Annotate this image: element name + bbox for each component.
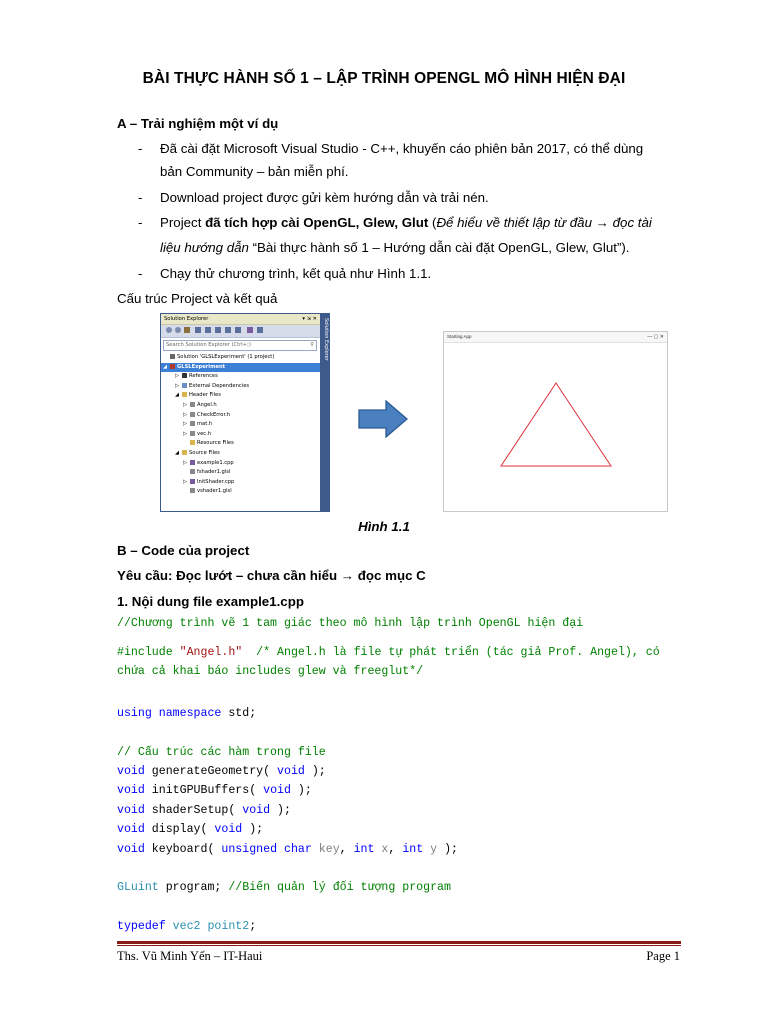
footer-author: Ths. Vũ Minh Yến – IT-Haui [117,949,263,963]
file-icon [182,373,187,378]
search-icon: ⚲ [310,342,314,348]
bullet-3-rest: “Bài thực hành số 1 – Hướng dẫn cài đặt OpenGL, Glew, Glut”). [248,240,630,255]
footer-rule-thin [117,945,681,946]
fn-name: shaderSetup( [144,804,243,817]
code-func-5 [117,843,458,856]
fn-name: generateGeometry( [144,765,278,778]
page-title: BÀI THỰC HÀNH SỐ 1 – LẬP TRÌNH OPENGL MÔ HÌNH HIỆN ĐẠI [142,70,626,87]
fn-name: initGPUBuffers( [144,784,264,797]
file-icon [190,440,195,445]
fn-name: keyboard( [144,843,222,856]
window-controls: — ▢ ✕ [647,334,664,340]
code-typedef [117,920,256,933]
param-x: x [374,843,389,856]
file-icon [190,460,195,465]
kw-typedef: typedef [117,920,166,933]
file-heading: 1. Nội dung file example1.cpp [117,594,304,609]
expand-icon[interactable]: ▷ [183,401,187,408]
fn-close: ); [304,765,326,778]
solution-tree-item-label: example1.cpp [197,459,234,466]
code-func-3 [117,804,291,817]
solution-explorer-title: Solution Explorer [164,316,209,322]
toolbar-icons [164,325,284,335]
program-var: program; [158,881,229,894]
file-icon [182,392,187,397]
expand-icon[interactable]: ▷ [175,382,179,389]
solution-tree-item-label: Resource Files [197,440,234,447]
bullet-4: Chạy thử chương trình, kết quả như Hình 1.1. [160,266,432,281]
solution-tree-item[interactable] [161,439,329,449]
bullet-1-line-2: bản Community – bản miễn phí. [160,164,349,179]
solution-tree-item[interactable] [161,449,329,459]
fn-close: ); [290,784,312,797]
solution-tree-item-label: GLSLExperiment [177,363,226,370]
bullet-dash: - [138,266,143,281]
kw-void: void [117,823,145,836]
structure-label: Cấu trúc Project và kết quả [117,291,278,306]
solution-tree-item-label: InitShader.cpp [197,478,235,485]
figure-caption: Hình 1.1 [358,519,410,534]
solution-tree-item[interactable] [161,459,329,469]
section-a-heading: A – Trải nghiệm một ví dụ [117,116,279,131]
file-icon [182,450,187,455]
bullet-3-bold: đã tích hợp cài OpenGL, Glew, Glut [205,215,429,230]
solution-tree-item[interactable] [161,401,329,411]
solution-tree-item[interactable] [161,372,329,382]
type-gluint: GLuint [117,881,159,894]
solution-tree-item-label: Solution 'GLSLExperiment' (1 project) [177,354,275,360]
solution-tree-item[interactable] [161,363,329,373]
solution-tree-item[interactable] [161,478,329,488]
solution-tree-item-label: mat.h [197,421,213,428]
file-icon [190,421,195,426]
file-icon [190,479,195,484]
bullet-dash: - [138,141,143,156]
type-point2: point2 [200,920,250,933]
solution-tree-item-label: vec.h [197,430,212,437]
solution-tree-item[interactable] [161,487,329,497]
solution-tree-item-label: References [189,373,218,380]
expand-icon[interactable]: ▷ [175,373,179,380]
expand-icon[interactable]: ◢ [175,449,179,456]
code-comment-1: //Chương trình vẽ 1 tam giác theo mô hình lập trình OpenGL hiện đại [117,617,584,630]
bullet-3-text: Project [160,215,206,230]
bullet-3-italic-2: đọc tài [608,215,652,230]
file-icon [190,412,195,417]
requirement-text: Yêu cầu: Đọc lướt – chưa cần hiểu [117,568,341,583]
fn-close: ); [270,804,291,817]
file-icon [170,364,175,369]
file-icon [190,402,195,407]
code-program-decl [117,881,451,894]
section-b-heading: B – Code của project [117,543,250,558]
kw-void: void [117,843,145,856]
bullet-2: Download project được gửi kèm hướng dẫn và trải nén. [160,190,489,205]
bullet-3-italic: Để hiểu về thiết lập từ đầu [436,215,596,230]
bullet-3-paren: ( [428,215,437,230]
include-comment: /* Angel.h là file tự phát triển (tác giả Prof. Angel), có [242,646,660,659]
param-key: key [311,843,340,856]
solution-tree-item[interactable] [161,353,329,363]
file-icon [182,383,187,388]
code-comment-2: // Cấu trúc các hàm trong file [117,746,326,759]
file-icon [170,354,175,359]
fn-close: ); [437,843,458,856]
kw-include: #include [117,646,173,659]
expand-icon[interactable]: ◢ [175,392,179,399]
right-arrow-icon [358,400,409,438]
kw-using: using namespace [117,707,222,720]
bullet-dash: - [138,215,143,230]
file-icon [190,469,195,474]
arrow-icon: → [595,215,609,230]
code-func-4 [117,823,263,836]
solution-tree-item-label: Header Files [189,392,221,399]
search-placeholder: Search Solution Explorer (Ctrl+;) [166,342,251,348]
bullet-3-italic-3: liệu hướng dẫn [160,240,249,255]
code-include [117,646,660,659]
requirement-line [117,568,426,583]
bullet-1-line-1: Đã cài đặt Microsoft Visual Studio - C++, khuyến cáo phiên bản 2017, có thể dùng [160,141,644,156]
expand-icon[interactable]: ◢ [163,363,167,370]
semicolon: ; [249,920,257,933]
footer-rule [117,941,681,944]
requirement-end: đọc mục C [354,568,426,583]
fn-name: display( [144,823,215,836]
solution-tree-item-label: External Dependencies [189,382,250,389]
app-window-titlebar [444,332,667,343]
arrow-icon: → [340,568,355,583]
expand-icon[interactable]: ▷ [183,430,187,437]
solution-tree-item-label: fshader1.glsl [197,469,231,476]
kw-void: void [117,784,145,797]
param-y: y [423,843,438,856]
file-icon [190,488,195,493]
solution-tree-item[interactable] [161,411,329,421]
kw-int: int [402,843,424,856]
footer-page-number: Page 1 [646,949,680,963]
bullet-3-line-2 [160,240,630,255]
solution-tree-item[interactable] [161,430,329,440]
code-func-1 [117,765,326,778]
kw-void: void [117,765,145,778]
triangle-canvas [444,343,667,511]
code-using [117,707,256,720]
comma: , [388,843,403,856]
solution-explorer-header [161,314,329,325]
code-include-comment-2: chứa cả khai báo includes glew và freeglut*/ [117,665,424,678]
bullet-dash: - [138,190,143,205]
expand-icon[interactable]: ▷ [183,459,187,466]
solution-explorer-side-tab: Solution Explorer [320,314,329,512]
solution-explorer-toolbar [161,325,329,338]
include-string: "Angel.h" [179,646,243,659]
kw-void: void [277,765,305,778]
solution-explorer-image [160,313,330,512]
expand-icon[interactable]: ▷ [183,411,187,418]
solution-tree-item[interactable] [161,391,329,401]
solution-tree-item-label: Source Files [189,449,220,456]
solution-tree-item-label: vshader1.glsl [197,488,232,495]
app-window-image [443,331,668,512]
solution-tree-item[interactable] [161,382,329,392]
solution-tree-item-label: Angel.h [197,401,217,408]
using-rest: std; [221,707,257,720]
comma: , [339,843,354,856]
kw-int: int [353,843,375,856]
kw-void: void [242,804,271,817]
solution-tree-item[interactable] [161,420,329,430]
type-vec2: vec2 [165,920,201,933]
solution-tree-item[interactable] [161,468,329,478]
kw-unsigned-char: unsigned char [221,843,312,856]
solution-tree-item-label: CheckError.h [197,411,231,418]
solution-tree [161,353,329,497]
program-comment: //Biến quản lý đối tượng program [228,881,451,894]
expand-icon[interactable]: ▷ [183,421,187,428]
solution-explorer-search [163,340,317,351]
solution-explorer-controls: ▾ ⇲ ✕ [302,316,317,322]
kw-void: void [263,784,291,797]
red-triangle [501,383,611,466]
file-icon [190,431,195,436]
kw-void: void [214,823,243,836]
bullet-3-line-1 [160,215,652,230]
expand-icon[interactable]: ▷ [183,478,187,485]
code-func-2 [117,784,312,797]
app-window-title: Starting App [447,334,472,339]
kw-void: void [117,804,145,817]
fn-close: ); [242,823,264,836]
